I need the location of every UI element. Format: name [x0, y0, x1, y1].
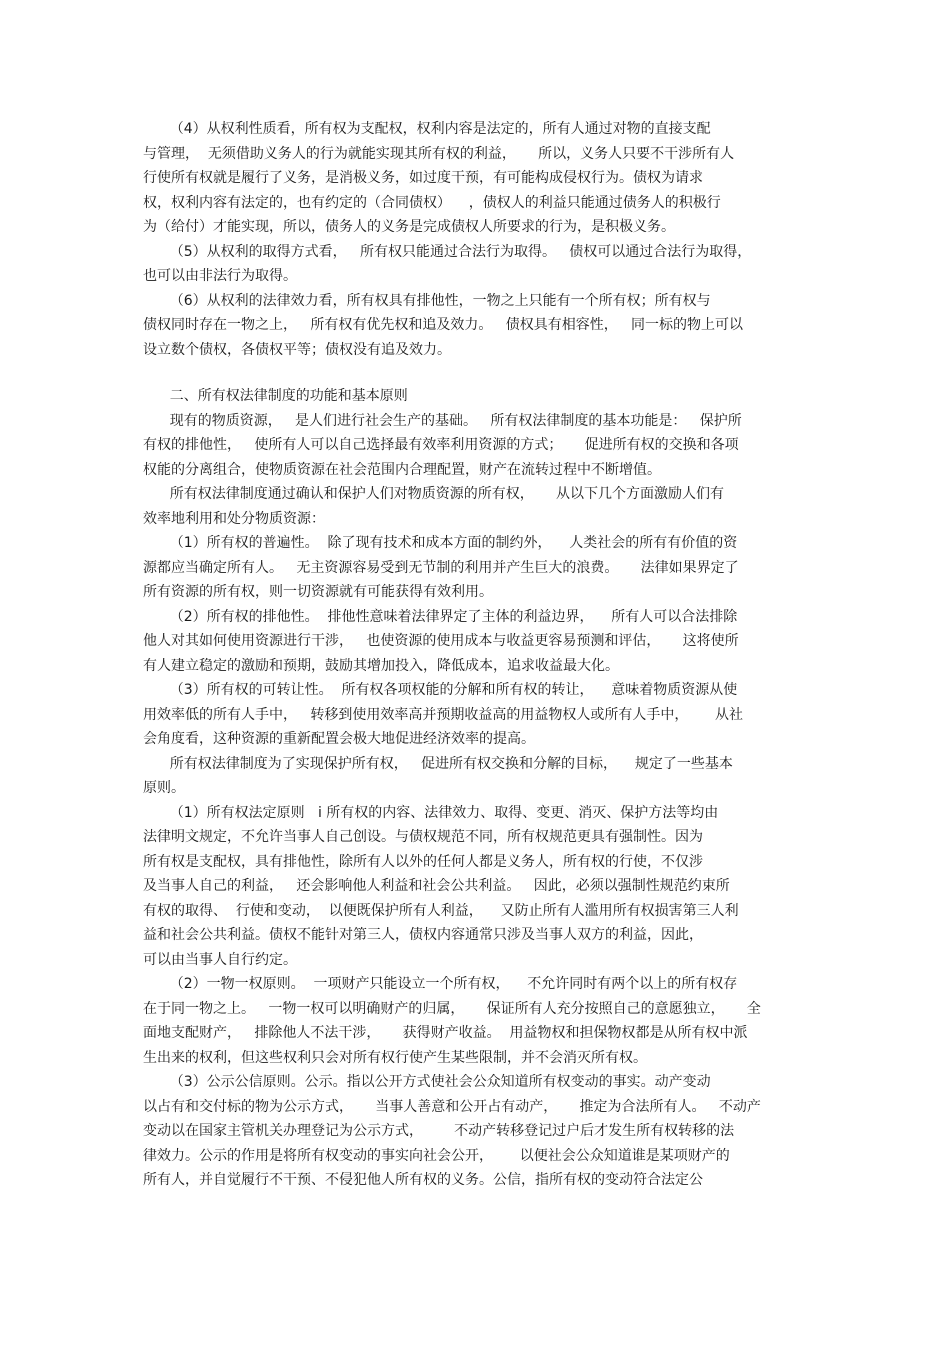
text-line: 律效力。公示的作用是将所有权变动的事实向社会公开， 以便社会公众知道谁是某项财产的	[143, 1147, 730, 1164]
document-body	[143, 117, 813, 1193]
text-line: 也可以由非法行为取得。	[143, 268, 297, 284]
text-line: 现有的物质资源， 是人们进行社会生产的基础。 所有权法律制度的基本功能是： 保护所	[143, 412, 742, 429]
text-line: 设立数个债权，各债权平等；债权没有追及效力。	[143, 341, 451, 358]
text-line: 效率地利用和处分物质资源：	[143, 510, 325, 527]
text-line: 在于同一物之上。 一物一权可以明确财产的归属， 保证所有人充分按照自己的意愿独立， 全	[143, 1000, 761, 1017]
text-line: 所有权是支配权，具有排他性，除所有人以外的任何人都是义务人，所有权的行使，不仅涉	[143, 853, 703, 870]
text-line: （2）所有权的排他性。 排他性意味着法律界定了主体的利益边界， 所有人可以合法排除	[143, 608, 738, 625]
text-line: 生出来的权利，但这些权利只会对所有权行使产生某些限制，并不会消灭所有权。	[143, 1049, 647, 1066]
text-line: （3）公示公信原则。公示。指以公开方式使社会公众知道所有权变动的事实。动产变动	[143, 1074, 711, 1090]
text-line: 债权同时存在一物之上， 所有权有优先权和追及效力。 债权具有相容性， 同一标的物上可以	[143, 317, 744, 333]
text-line: （1）所有权法定原则 i 所有权的内容、法律效力、取得、变更、消灭、保护方法等均由	[143, 804, 719, 821]
text-line: 及当事人自己的利益， 还会影响他人利益和社会公共利益。 因此，必须以强制性规范约束所	[143, 878, 730, 894]
paragraph-gap	[143, 362, 813, 384]
text-line: 会角度看，这种资源的重新配置会极大地促进经济效率的提高。	[143, 731, 535, 747]
text-line: 有权的排他性， 使所有人可以自己选择最有效率利用资源的方式； 促进所有权的交换和各项	[143, 437, 739, 453]
text-line: 行使所有权就是履行了义务，是消极义务，如过度干预，有可能构成侵权行为。债权为请求	[143, 170, 703, 186]
text-line: 变动以在国家主管机关办理登记为公示方式， 不动产转移登记过户后才发生所有权转移的法	[143, 1123, 735, 1139]
text-line: （6）从权利的法律效力看，所有权具有排他性，一物之上只能有一个所有权；所有权与	[143, 292, 711, 309]
section-heading: 二、所有权法律制度的功能和基本原则	[143, 388, 408, 404]
text-line: 所有权法律制度为了实现保护所有权， 促进所有权交换和分解的目标， 规定了一些基本	[143, 755, 733, 772]
text-line: 有人建立稳定的激励和预期，鼓励其增加投入，降低成本，追求收益最大化。	[143, 657, 619, 674]
text-line: 面地支配财产， 排除他人不法干涉， 获得财产收益。 用益物权和担保物权都是从所有权中派	[143, 1025, 748, 1041]
text-line: 为（给付）才能实现，所以，债务人的义务是完成债权人所要求的行为，是积极义务。	[143, 219, 675, 235]
text-line: 有权的取得、 行使和变动， 以便既保护所有人利益， 又防止所有人滥用所有权损害第三人利	[143, 902, 739, 919]
text-line: 益和社会公共利益。债权不能针对第三人，债权内容通常只涉及当事人双方的利益，因此，	[143, 927, 703, 943]
text-line: 原则。	[143, 780, 185, 796]
text-line: 用效率低的所有人手中， 转移到使用效率高并预期收益高的用益物权人或所有人手中， 从社	[143, 706, 744, 723]
text-line: 法律明文规定，不允许当事人自己创设。与债权规范不同，所有权规范更具有强制性。因为	[143, 829, 703, 845]
text-line: （1）所有权的普遍性。 除了现有技术和成本方面的制约外， 人类社会的所有有价值的资	[143, 535, 738, 551]
text-line: 权，权利内容有法定的，也有约定的（合同债权） ，债权人的利益只能通过债务人的积极行	[143, 194, 721, 211]
text-line: 权能的分离组合，使物质资源在社会范围内合理配置，财产在流转过程中不断增值。	[143, 461, 661, 478]
text-line: 所有权法律制度通过确认和保护人们对物质资源的所有权， 从以下几个方面激励人们有	[143, 486, 724, 502]
text-line: 所有资源的所有权，则一切资源就有可能获得有效利用。	[143, 584, 493, 600]
text-line: 他人对其如何使用资源进行干涉， 也使资源的使用成本与收益更容易预测和评估， 这将使所	[143, 633, 739, 649]
text-line: （5）从权利的取得方式看， 所有权只能通过合法行为取得。 债权可以通过合法行为取得，	[143, 243, 752, 260]
text-line: 源都应当确定所有人。 无主资源容易受到无节制的利用并产生巨大的浪费。 法律如果界定了	[143, 559, 739, 576]
text-line: （4）从权利性质看，所有权为支配权，权利内容是法定的，所有人通过对物的直接支配	[143, 121, 711, 137]
text-line: 可以由当事人自行约定。	[143, 951, 297, 968]
text-line: （3）所有权的可转让性。 所有权各项权能的分解和所有权的转让， 意味着物质资源从使	[143, 682, 738, 698]
text-line: （2）一物一权原则。 一项财产只能设立一个所有权， 不允许同时有两个以上的所有权存	[143, 976, 738, 992]
text-line: 与管理， 无须借助义务人的行为就能实现其所有权的利益， 所以，义务人只要不干涉所有人	[143, 145, 735, 162]
text-line: 所有人，并自觉履行不干预、不侵犯他人所有权的义务。公信，指所有权的变动符合法定公	[143, 1172, 703, 1188]
text-line: 以占有和交付标的物为公示方式， 当事人善意和公开占有动产， 推定为合法所有人。 不动产	[143, 1098, 761, 1115]
